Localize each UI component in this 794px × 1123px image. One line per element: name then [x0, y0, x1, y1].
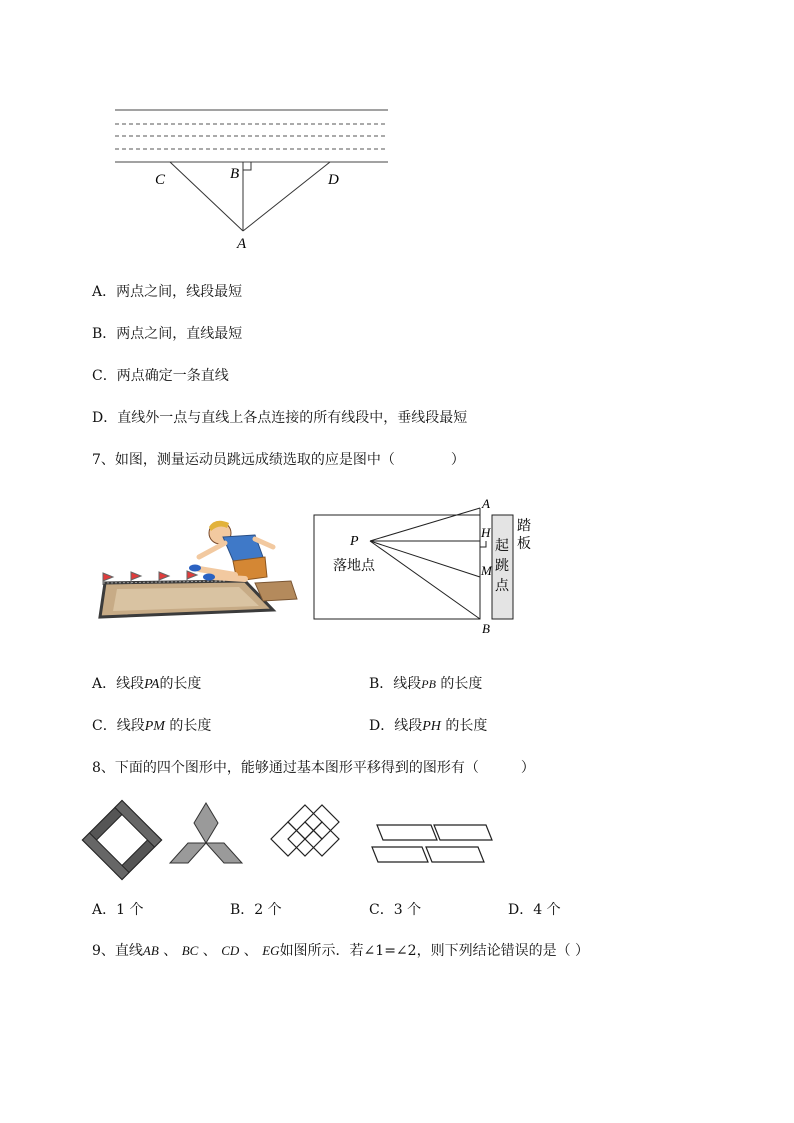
label-H: H [481, 525, 491, 540]
q7-option-a-suffix: 的长度 [159, 676, 202, 692]
figure-three-rhombi [170, 803, 242, 863]
jump-measurement-diagram [0, 490, 794, 650]
q9-prefix: 9、直线 [92, 943, 143, 959]
q7-option-a [92, 675, 201, 694]
q7-option-b-seg: PB [421, 677, 436, 691]
q7-option-d-seg: PH [422, 719, 441, 734]
right-angle-mark [243, 162, 251, 170]
takeoff-char-3: 点 [495, 578, 509, 594]
q8-figures [0, 795, 794, 885]
q7-option-d-suffix: 的长度 [445, 718, 488, 734]
q9-line-cd: CD [221, 943, 240, 958]
q7-option-b-prefix: B．线段 [369, 676, 422, 692]
figure-parallelograms [372, 825, 492, 862]
q7-option-b [369, 675, 482, 693]
q6-option-c: C．两点确定一条直线 [92, 368, 229, 384]
q8-option-d: D．4 个 [508, 902, 561, 918]
q9-line-eg: EG [262, 943, 280, 958]
label-A: A [237, 236, 247, 252]
q9-tail: 如图所示．若∠1=∠2，则下列结论错误的是（ ） [279, 943, 590, 959]
q7-option-d [369, 717, 487, 736]
board-char-1: 踏 [517, 518, 531, 534]
q6-option-d: D．直线外一点与直线上各点连接的所有线段中，垂线段最短 [92, 410, 468, 426]
q8-option-a: A．1 个 [92, 902, 144, 918]
q7-option-c [92, 717, 211, 736]
q8-option-c: C．3 个 [369, 902, 422, 918]
q7-option-c-suffix: 的长度 [169, 718, 212, 734]
q9-stem [92, 942, 589, 960]
segment-PB [370, 541, 480, 619]
q7-option-b-suffix: 的长度 [440, 676, 483, 692]
segment-PA [370, 508, 480, 541]
q9-sep-1: 、 [158, 943, 178, 959]
figure-rotated-frame [82, 800, 161, 879]
q9-line-bc: BC [181, 943, 199, 958]
board-char-2: 板 [517, 536, 531, 552]
label-B-bottom: B [482, 621, 490, 636]
takeoff-char-1: 起 [495, 538, 509, 554]
landing-point-label: 落地点 [333, 558, 375, 574]
q8-option-b: B．2 个 [230, 902, 282, 918]
right-angle-mark-h [480, 541, 486, 547]
q7-stem: 7、如图，测量运动员跳远成绩选取的应是图中（ ） [92, 452, 465, 468]
q9-line-ab: AB [142, 943, 159, 958]
q7-option-d-prefix: D．线段 [369, 718, 423, 734]
label-C: C [155, 172, 166, 188]
figure-four-squares [271, 805, 339, 856]
q7-option-a-seg: PA [144, 677, 160, 692]
label-M: M [481, 563, 492, 578]
label-B: B [230, 166, 240, 182]
segment-PM [370, 541, 480, 577]
q8-stem: 8、下面的四个图形中，能够通过基本图形平移得到的图形有（ ） [92, 760, 535, 776]
label-A-top: A [482, 496, 490, 511]
label-P: P [350, 534, 359, 549]
q7-option-c-seg: PM [144, 719, 165, 734]
label-D: D [328, 172, 339, 188]
q9-sep-2: 、 [198, 943, 217, 959]
perpendicular-road-figure [0, 0, 794, 260]
q9-sep-3: 、 [239, 943, 258, 959]
q6-option-b: B．两点之间，直线最短 [92, 326, 243, 342]
takeoff-char-2: 跳 [495, 558, 509, 574]
q7-option-c-prefix: C．线段 [92, 718, 145, 734]
q6-option-a: A．两点之间，线段最短 [92, 284, 243, 300]
segment-AD [243, 162, 330, 231]
q7-option-a-prefix: A．线段 [92, 676, 145, 692]
